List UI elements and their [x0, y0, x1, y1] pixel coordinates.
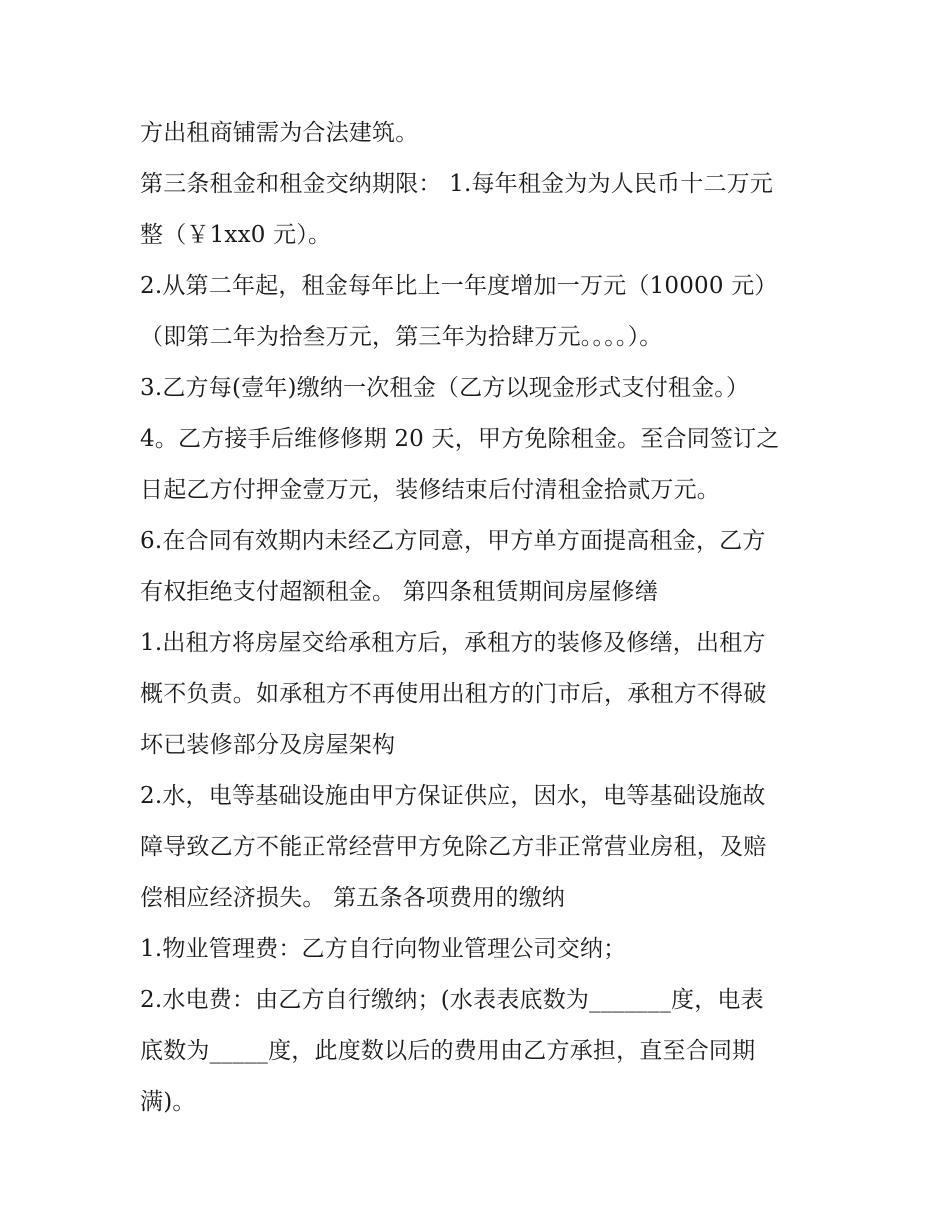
text-line: 日起乙方付押金壹万元，装修结束后付清租金拾贰万元。 [140, 477, 720, 503]
text-line: 6.在合同有效期内未经乙方同意，甲方单方面提高租金，乙方 [140, 528, 766, 554]
contract-text-body [140, 108, 830, 1128]
text-line: 障导致乙方不能正常经营甲方免除乙方非正常营业房租，及赔 [140, 834, 767, 860]
text-line: 有权拒绝支付超额租金。 第四条租赁期间房屋修缮 [140, 579, 658, 605]
text-line: 整（￥1xx0 元）。 [140, 222, 332, 248]
text-line: 2.水，电等基础设施由甲方保证供应，因水，电等基础设施故 [140, 783, 766, 809]
text-line: 1.物业管理费：乙方自行向物业管理公司交纳； [140, 936, 627, 962]
text-line: 满)。 [140, 1089, 196, 1115]
text-line: 方出租商铺需为合法建筑。 [140, 120, 419, 146]
text-line: （即第二年为拾叁万元，第三年为拾肆万元。。。。）。 [140, 324, 663, 350]
text-line: 4。乙方接手后维修修期 20 天，甲方免除租金。至合同签订之 [140, 426, 780, 452]
text-line: 2.水电费：由乙方自行缴纳；(水表表底数为_______度，电表 [140, 987, 764, 1013]
text-line: 1.出租方将房屋交给承租方后，承租方的装修及修缮，出租方 [140, 630, 766, 656]
text-line: 第三条租金和租金交纳期限： 1.每年租金为为人民币十二万元 [140, 171, 774, 197]
text-line: 2.从第二年起，租金每年比上一年度增加一万元（10000 元） [140, 273, 778, 299]
text-line: 概不负责。如承租方不再使用出租方的门市后，承租方不得破 [140, 681, 767, 707]
text-line: 偿相应经济损失。 第五条各项费用的缴纳 [140, 885, 566, 911]
text-line: 底数为_____度，此度数以后的费用由乙方承担，直至合同期 [140, 1038, 756, 1064]
text-line: 坏已装修部分及房屋架构 [140, 732, 396, 758]
text-line: 3.乙方每(壹年)缴纳一次租金（乙方以现金形式支付租金。） [140, 375, 750, 401]
